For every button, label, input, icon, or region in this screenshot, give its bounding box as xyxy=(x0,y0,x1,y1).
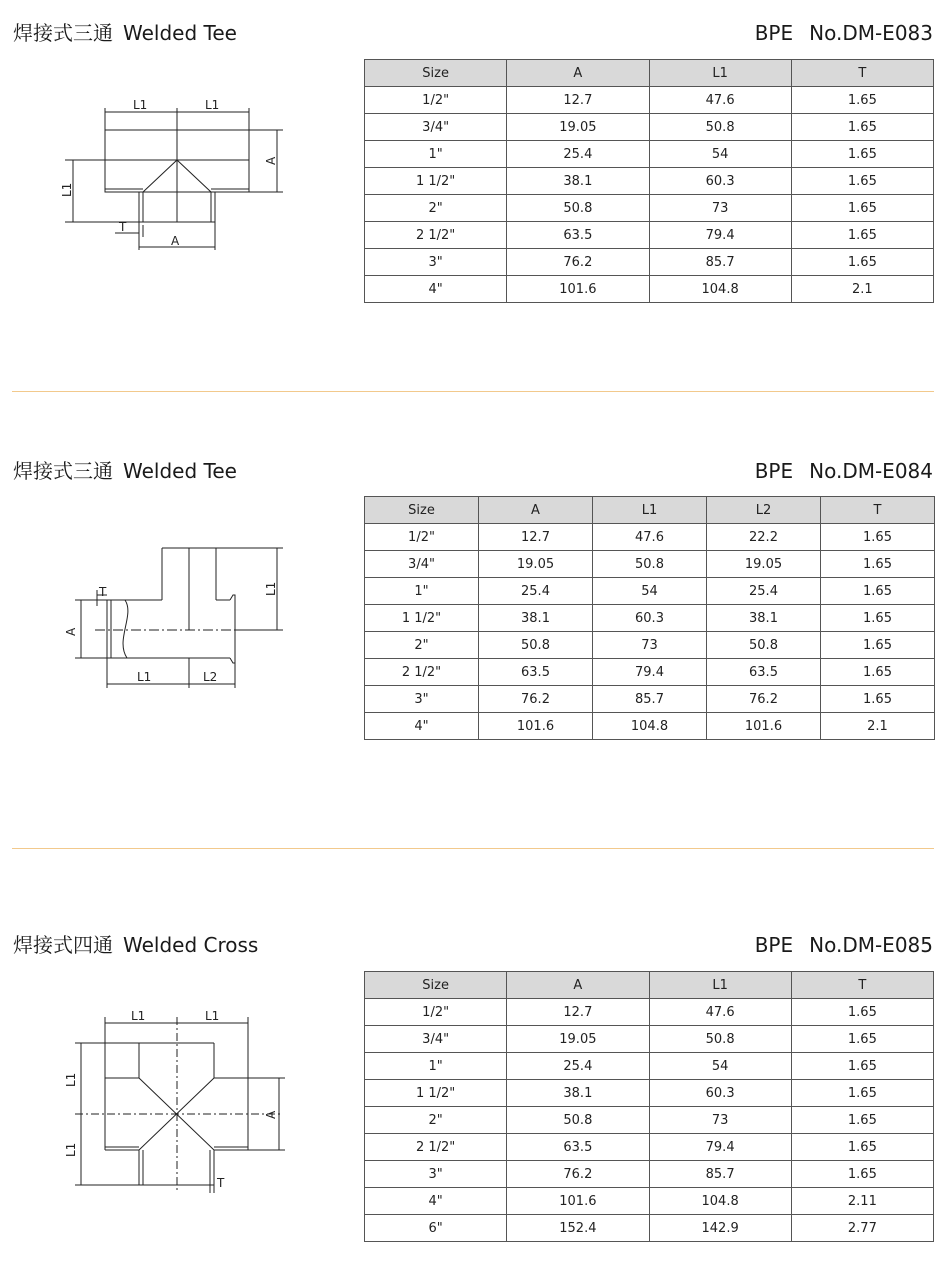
title-english: Welded Tee xyxy=(123,459,237,483)
table-row xyxy=(365,999,934,1026)
table-cell: 3" xyxy=(365,1161,507,1188)
table-cell: 1.65 xyxy=(791,168,933,195)
header-cell: Size xyxy=(365,972,507,999)
table-row xyxy=(365,713,935,740)
dim-l1-left-label: L1 xyxy=(131,1009,146,1023)
welded-tee-clamp-drawing xyxy=(55,540,295,695)
product-number: No.DM-E083 xyxy=(809,21,933,45)
title-chinese: 焊接式四通 xyxy=(13,933,113,957)
table-cell: 2.1 xyxy=(791,276,933,303)
table-cell: 104.8 xyxy=(593,713,707,740)
title-english: Welded Tee xyxy=(123,21,237,45)
table-row xyxy=(365,686,935,713)
table-row xyxy=(365,605,935,632)
product-number: No.DM-E084 xyxy=(809,459,933,483)
dim-l2-label: L2 xyxy=(203,670,218,684)
header-cell: A xyxy=(507,972,649,999)
table-cell: 1.65 xyxy=(791,114,933,141)
table-row xyxy=(365,1215,934,1242)
table-cell: 1.65 xyxy=(791,195,933,222)
table-row xyxy=(365,1188,934,1215)
table-cell: 1.65 xyxy=(821,605,935,632)
table-cell: 38.1 xyxy=(707,605,821,632)
table-cell: 1 1/2" xyxy=(365,168,507,195)
table-row xyxy=(365,195,934,222)
table-cell: 104.8 xyxy=(649,1188,791,1215)
table-cell: 50.8 xyxy=(649,114,791,141)
table-cell: 54 xyxy=(649,1053,791,1080)
table-row xyxy=(365,1161,934,1188)
table-cell: 1.65 xyxy=(791,1107,933,1134)
dim-t-label: T xyxy=(99,585,107,599)
table-row xyxy=(365,524,935,551)
spec-table-e085 xyxy=(364,971,934,1242)
table-cell: 6" xyxy=(365,1215,507,1242)
table-row xyxy=(365,1107,934,1134)
table-cell: 1 1/2" xyxy=(365,605,479,632)
header-cell: A xyxy=(479,497,593,524)
table-cell: 47.6 xyxy=(649,999,791,1026)
table-row xyxy=(365,114,934,141)
table-cell: 4" xyxy=(365,276,507,303)
dim-l1-lower-label: L1 xyxy=(64,1142,78,1157)
table-cell: 47.6 xyxy=(593,524,707,551)
table-row xyxy=(365,1026,934,1053)
welded-cross-drawing xyxy=(55,1005,295,1195)
table-cell: 85.7 xyxy=(649,1161,791,1188)
dim-l1-upper-label: L1 xyxy=(64,1072,78,1087)
dim-l1-right-label: L1 xyxy=(205,98,220,112)
title-chinese: 焊接式三通 xyxy=(13,21,113,45)
product-code xyxy=(755,932,933,958)
table-cell: 1/2" xyxy=(365,87,507,114)
table-cell: 3/4" xyxy=(365,114,507,141)
table-cell: 63.5 xyxy=(507,222,649,249)
product-code xyxy=(755,458,933,484)
dim-l1-vertical-label: L1 xyxy=(60,182,74,197)
table-cell: 2.1 xyxy=(821,713,935,740)
table-cell: 1.65 xyxy=(791,249,933,276)
table-row xyxy=(365,578,935,605)
table-cell: 1" xyxy=(365,1053,507,1080)
table-cell: 1.65 xyxy=(791,87,933,114)
table-cell: 3/4" xyxy=(365,551,479,578)
table-cell: 1.65 xyxy=(791,141,933,168)
section-title xyxy=(13,458,237,484)
table-cell: 1.65 xyxy=(791,999,933,1026)
table-row xyxy=(365,222,934,249)
header-cell: T xyxy=(821,497,935,524)
table-header-row xyxy=(365,972,934,999)
dim-l1-vertical-label: L1 xyxy=(264,581,278,596)
section-divider xyxy=(12,391,934,392)
header-cell: L2 xyxy=(707,497,821,524)
spec-table-e084 xyxy=(364,496,935,740)
standard-label: BPE xyxy=(754,459,794,483)
dim-t-label: T xyxy=(217,1176,225,1190)
table-cell: 76.2 xyxy=(507,249,649,276)
table-cell: 2.77 xyxy=(791,1215,933,1242)
table-cell: 2" xyxy=(365,632,479,659)
table-cell: 3" xyxy=(365,249,507,276)
table-cell: 1.65 xyxy=(791,1080,933,1107)
table-row xyxy=(365,1053,934,1080)
table-cell: 60.3 xyxy=(593,605,707,632)
table-cell: 50.8 xyxy=(707,632,821,659)
table-cell: 60.3 xyxy=(649,168,791,195)
header-cell: Size xyxy=(365,60,507,87)
header-cell: L1 xyxy=(649,60,791,87)
table-cell: 2 1/2" xyxy=(365,1134,507,1161)
table-cell: 2" xyxy=(365,195,507,222)
section-title xyxy=(13,932,258,958)
table-row xyxy=(365,87,934,114)
table-cell: 73 xyxy=(649,195,791,222)
table-cell: 1.65 xyxy=(791,1134,933,1161)
table-cell: 25.4 xyxy=(507,141,649,168)
table-cell: 47.6 xyxy=(649,87,791,114)
table-cell: 101.6 xyxy=(507,1188,649,1215)
table-row xyxy=(365,249,934,276)
table-cell: 85.7 xyxy=(649,249,791,276)
table-cell: 19.05 xyxy=(707,551,821,578)
table-row xyxy=(365,1134,934,1161)
table-cell: 79.4 xyxy=(649,1134,791,1161)
section-divider xyxy=(12,848,934,849)
table-cell: 63.5 xyxy=(707,659,821,686)
dim-l1-bottom-label: L1 xyxy=(137,670,152,684)
table-cell: 54 xyxy=(593,578,707,605)
standard-label: BPE xyxy=(754,21,794,45)
table-cell: 38.1 xyxy=(479,605,593,632)
table-cell: 12.7 xyxy=(507,87,649,114)
header-cell: L1 xyxy=(593,497,707,524)
table-cell: 4" xyxy=(365,713,479,740)
title-chinese: 焊接式三通 xyxy=(13,459,113,483)
table-header-row xyxy=(365,497,935,524)
header-cell: T xyxy=(791,60,933,87)
header-cell: A xyxy=(507,60,649,87)
table-cell: 19.05 xyxy=(507,1026,649,1053)
table-cell: 79.4 xyxy=(649,222,791,249)
table-cell: 50.8 xyxy=(649,1026,791,1053)
table-cell: 1.65 xyxy=(821,632,935,659)
table-cell: 1.65 xyxy=(821,551,935,578)
table-cell: 19.05 xyxy=(479,551,593,578)
table-row xyxy=(365,168,934,195)
table-cell: 22.2 xyxy=(707,524,821,551)
table-cell: 50.8 xyxy=(507,195,649,222)
table-cell: 142.9 xyxy=(649,1215,791,1242)
table-cell: 12.7 xyxy=(507,999,649,1026)
title-english: Welded Cross xyxy=(123,933,259,957)
table-cell: 54 xyxy=(649,141,791,168)
table-cell: 50.8 xyxy=(479,632,593,659)
table-cell: 73 xyxy=(593,632,707,659)
table-cell: 152.4 xyxy=(507,1215,649,1242)
table-cell: 1" xyxy=(365,578,479,605)
table-cell: 4" xyxy=(365,1188,507,1215)
table-row xyxy=(365,632,935,659)
table-cell: 85.7 xyxy=(593,686,707,713)
dim-a-label: A xyxy=(64,627,78,636)
table-cell: 1.65 xyxy=(791,222,933,249)
welded-tee-drawing xyxy=(55,95,295,260)
table-cell: 50.8 xyxy=(593,551,707,578)
table-cell: 1.65 xyxy=(821,686,935,713)
table-cell: 101.6 xyxy=(507,276,649,303)
table-cell: 63.5 xyxy=(507,1134,649,1161)
dim-l1-right-label: L1 xyxy=(205,1009,220,1023)
table-cell: 1/2" xyxy=(365,524,479,551)
product-number: No.DM-E085 xyxy=(809,933,933,957)
product-code xyxy=(755,20,933,46)
table-cell: 1 1/2" xyxy=(365,1080,507,1107)
table-cell: 76.2 xyxy=(707,686,821,713)
dim-a-right-label: A xyxy=(264,156,278,165)
table-cell: 25.4 xyxy=(507,1053,649,1080)
table-cell: 3/4" xyxy=(365,1026,507,1053)
table-cell: 1.65 xyxy=(791,1053,933,1080)
table-cell: 104.8 xyxy=(649,276,791,303)
table-cell: 1.65 xyxy=(791,1026,933,1053)
table-header-row xyxy=(365,60,934,87)
table-cell: 19.05 xyxy=(507,114,649,141)
header-cell: Size xyxy=(365,497,479,524)
table-cell: 1.65 xyxy=(821,659,935,686)
table-cell: 1.65 xyxy=(791,1161,933,1188)
table-cell: 38.1 xyxy=(507,1080,649,1107)
table-row xyxy=(365,551,935,578)
table-cell: 76.2 xyxy=(479,686,593,713)
table-cell: 101.6 xyxy=(479,713,593,740)
table-cell: 2 1/2" xyxy=(365,659,479,686)
dim-a-bottom-label: A xyxy=(171,234,180,248)
section-title xyxy=(13,20,237,46)
table-cell: 2" xyxy=(365,1107,507,1134)
table-cell: 1" xyxy=(365,141,507,168)
table-cell: 60.3 xyxy=(649,1080,791,1107)
table-cell: 76.2 xyxy=(507,1161,649,1188)
table-cell: 25.4 xyxy=(479,578,593,605)
dim-a-label: A xyxy=(264,1110,278,1119)
table-cell: 1/2" xyxy=(365,999,507,1026)
table-row xyxy=(365,1080,934,1107)
table-cell: 79.4 xyxy=(593,659,707,686)
table-cell: 25.4 xyxy=(707,578,821,605)
table-row xyxy=(365,659,935,686)
table-cell: 3" xyxy=(365,686,479,713)
table-cell: 63.5 xyxy=(479,659,593,686)
table-cell: 1.65 xyxy=(821,578,935,605)
header-cell: T xyxy=(791,972,933,999)
table-cell: 38.1 xyxy=(507,168,649,195)
table-cell: 12.7 xyxy=(479,524,593,551)
header-cell: L1 xyxy=(649,972,791,999)
table-cell: 2.11 xyxy=(791,1188,933,1215)
table-cell: 101.6 xyxy=(707,713,821,740)
table-row xyxy=(365,141,934,168)
table-cell: 50.8 xyxy=(507,1107,649,1134)
table-row xyxy=(365,276,934,303)
dim-l1-left-label: L1 xyxy=(133,98,148,112)
dim-t-label: T xyxy=(119,220,127,234)
spec-table-e083 xyxy=(364,59,934,303)
table-cell: 2 1/2" xyxy=(365,222,507,249)
table-cell: 1.65 xyxy=(821,524,935,551)
standard-label: BPE xyxy=(754,933,794,957)
table-cell: 73 xyxy=(649,1107,791,1134)
